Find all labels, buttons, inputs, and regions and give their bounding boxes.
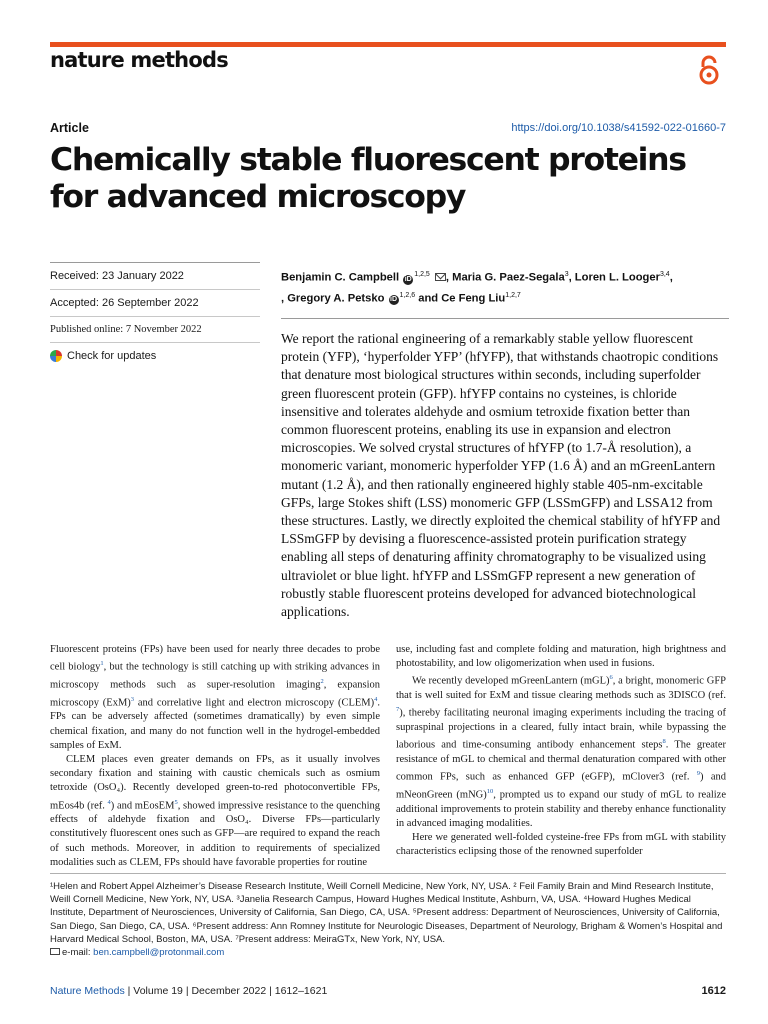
body-column-right: [396, 643, 726, 859]
citation-link[interactable]: 6: [609, 674, 613, 682]
abstract-divider: [281, 318, 729, 319]
page-number: 1612: [701, 985, 726, 997]
journal-logo[interactable]: nature methods: [50, 48, 228, 72]
citation-link[interactable]: 9: [696, 770, 701, 778]
author-name[interactable]: , Maria G. Paez-Segala: [445, 271, 565, 284]
journal-brand-bar: [50, 42, 726, 47]
citation-link[interactable]: 5: [174, 798, 178, 806]
accepted-date: Accepted: 26 September 2022: [50, 289, 260, 316]
body-paragraph: Here we generated well-folded cysteine-free FPs from mGL with stability characteristics eclipsing those of the renowned superfolder: [396, 831, 726, 858]
article-dates: [50, 262, 260, 369]
crossmark-icon: [50, 350, 62, 362]
citation-link[interactable]: 4: [107, 798, 111, 806]
affiliations: ¹Helen and Robert Appel Alzheimer’s Disease Research Institute, Weill Cornell Medicine, New York, NY, USA. ² Feil Family Brain and Mind Research Institute, Weill Cornell Medicine, New York, NY, USA. ³Janelia Research Campus, Howard Hughes Medical Institute, Ashburn, VA, USA. ⁴Howard Hughes Medical Institute, Department of Neurosciences, University of California, San Diego, CA, USA. ⁵Present address: Department of Neurosciences, University of California, San Diego, San Diego, CA, USA. ⁶Present address: Ann Romney Institute for Neurologic Diseases, Department of Neurology, Brigham & Women’s Hospital and Harvard Medical School, Boston, MA, USA. ⁷Present address: MeiraGTx, New York, NY, USA.: [50, 881, 723, 945]
published-date: Published online: 7 November 2022: [50, 316, 260, 342]
citation-link[interactable]: 4: [374, 695, 378, 703]
body-paragraph: use, including fast and complete folding and maturation, high brightness and photostability, and low oligomerization when used in fusions.: [396, 644, 726, 670]
author-name[interactable]: and Ce Feng Liu: [415, 292, 506, 305]
citation-link[interactable]: 3: [130, 695, 135, 703]
page-footer: [50, 985, 327, 997]
affiliation-ref: 1,2,6: [399, 291, 416, 299]
open-access-icon[interactable]: [697, 54, 721, 86]
body-paragraph: CLEM places even greater demands on FPs, as it usually involves secondary fixation and staining with caustic chemicals such as osmium tetroxide (OsO₄). Recently developed green-to-red photoconvertible FPs, mEos4b (ref. $^4$) and mEosEM$^5$, showed impressive resistance to the quenching effects of aldehyde fixation and OsO₄. Diverse FPs—particularly constitutively fluorescent ones such as GFP—are required to expand the reach of such methods. Moreover, in addition to requirements of specialized modalities such as CLEM, FPs should have favorable properties for routine: [50, 753, 380, 868]
citation-link[interactable]: 2: [320, 677, 324, 685]
body-column-left: [50, 643, 380, 870]
citation-link[interactable]: 8: [662, 738, 666, 746]
abstract: We report the rational engineering of a remarkably stable yellow fluorescent protein (YFP), ‘hyperfolder YFP’ (hfYFP), that withstands chaotropic conditions that denature most biological structures within seconds, including superfolder green fluorescent protein (GFP). hfYFP contains no cysteines, is chloride insensitive and tolerates aldehyde and osmium tetroxide fixation better than common fluorescent proteins, enabling its use in expansion and electron microscopies. We solved crystal structures of hfYFP (to 1.7-Å resolution), a monomeric variant, monomeric hyperfolder YFP (1.6 Å) and an mGreenLantern mutant (1.2 Å), and then rationally engineered highly stable 405-nm-excitable GFPs, large Stokes shift (LSS) monomeric GFP (LSSmGFP) and LSSA12 from these structures. Lastly, we directly exploited the chemical stability of hfYFP and LSSmGFP by devising a fluorescence-assisted protein purification strategy enabling all steps of denaturing affinity chromatography to be visualized using ultraviolet or blue light. hfYFP and LSSmGFP represent a new generation of robustly stable fluorescent proteins developed for advanced biotechnological applications.: [281, 331, 721, 620]
email-icon[interactable]: [435, 273, 446, 281]
email-icon: [50, 948, 60, 955]
affiliation-ref: 1,2,7: [505, 291, 521, 299]
footer-info: | Volume 19 | December 2022 | 1612–1621: [124, 985, 328, 997]
correspondence: e-mail: ben.campbell@protonmail.com: [50, 946, 726, 959]
affiliation-ref: 1,2,5: [414, 271, 430, 278]
email-link[interactable]: ben.campbell@protonmail.com: [93, 947, 225, 959]
author-list: Benjamin C. Campbell iD$^{1,2,5}$ , Maria G. Paez-Segala$^3$, Loren L. Looger$^{3,4}$, , Gregory A. Petsko iD$^{1,2,6}$ and Ce Feng Liu$^{1,2,7}$: [281, 271, 673, 305]
check-updates-label: Check for updates: [67, 350, 157, 362]
orcid-icon[interactable]: iD: [404, 275, 412, 283]
article-type: Article: [50, 121, 89, 135]
citation-link[interactable]: 10: [486, 787, 494, 795]
author-name[interactable]: Benjamin C. Campbell: [281, 271, 400, 284]
received-date: Received: 23 January 2022: [50, 262, 260, 289]
article-title: Chemically stable fluorescent proteins for advanced microscopy: [50, 142, 686, 215]
affiliation-ref: 3: [564, 271, 569, 278]
footer-journal-link[interactable]: Nature Methods: [50, 985, 125, 997]
body-paragraph: Fluorescent proteins (FPs) have been used for nearly three decades to probe cell biology$^1$, but the technology is still catching up with striking advances in microscopy methods such as super-resolution imaging$^2$, expansion microscopy (ExM)$^3$ and correlative light and electron microscopy (CLEM)$^4$. FPs can be adversely affected (sometimes dramatically) by even simple chemical fixation, and many do not function well in the hydrogel-embedded samples of ExM.: [50, 644, 381, 751]
affiliation-ref: 3,4: [659, 271, 670, 278]
author-name[interactable]: , Loren L. Looger: [568, 271, 660, 284]
citation-link[interactable]: 7: [396, 706, 400, 714]
footnote-divider: [50, 873, 726, 874]
check-updates-button[interactable]: [50, 342, 260, 369]
doi-link[interactable]: https://doi.org/10.1038/s41592-022-01660-7: [511, 122, 726, 134]
orcid-icon[interactable]: iD: [390, 296, 398, 304]
author-name[interactable]: , Gregory A. Petsko: [281, 292, 385, 305]
body-paragraph: We recently developed mGreenLantern (mGL)$^6$, a bright, monomeric GFP that is well suited for ExM and tissue clearing methods such as 3DISCO (ref. $^7$), thereby facilitating neuronal imaging experiments including the tracing of supraspinal projections in a cleared, fully intact brain, while bypassing the laborious and time-consuming antibody enhancement steps$^8$. The greater resistance of mGL to chemical and thermal denaturation compared with other common FPs, such as enhanced GFP (eGFP), mClover3 (ref. $^9$) and mNeonGreen (mNG)$^{10}$, prompted us to expand our study of mGL to realize additional improvements to protein stability and thereby enhance functionality in advanced imaging modalities.: [396, 674, 727, 829]
footnotes: [50, 880, 726, 959]
citation-link[interactable]: 1: [100, 660, 104, 668]
